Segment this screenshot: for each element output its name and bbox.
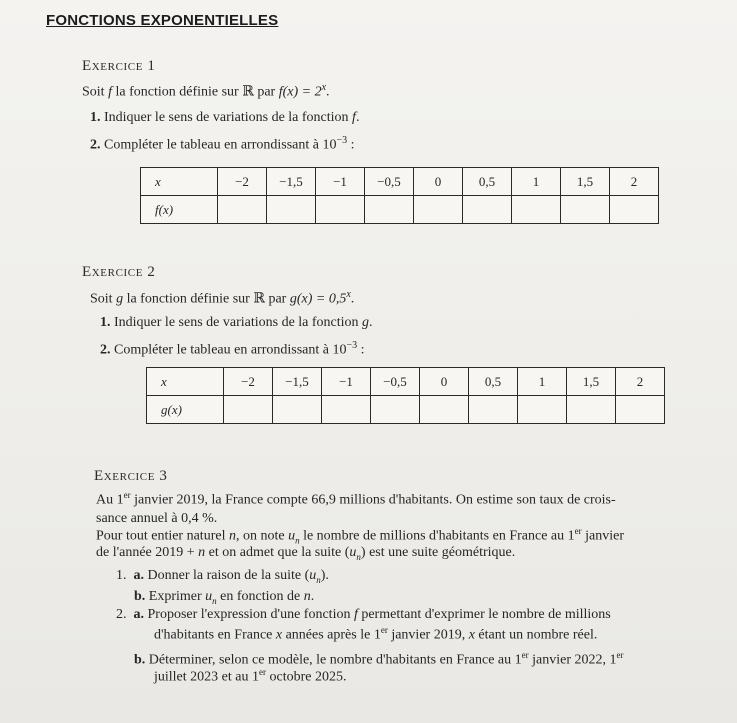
exercise-2-heading: Exercice 2 xyxy=(82,264,156,280)
exercise-3-paragraph-1-line-1: Au 1er janvier 2019, la France compte 66,9 millions d'habitants. On estime son taux de crois- xyxy=(96,490,616,508)
table-x-value: −0,5 xyxy=(371,368,420,396)
table-empty-cell[interactable] xyxy=(469,396,518,424)
table-x-value: −1 xyxy=(322,368,371,396)
page-title: FONCTIONS EXPONENTIELLES xyxy=(46,12,279,29)
table-empty-cell[interactable] xyxy=(420,396,469,424)
table-empty-cell[interactable] xyxy=(610,196,659,224)
table-empty-cell[interactable] xyxy=(322,396,371,424)
exercise-3-question-2b-line-2: juillet 2023 et au 1er octobre 2025. xyxy=(154,667,347,685)
table-x-value: 2 xyxy=(616,368,665,396)
exercise-1-question-2: 2. Compléter le tableau en arrondissant à $10^{-3}$ : xyxy=(90,135,355,153)
table-x-value: 1,5 xyxy=(561,168,610,196)
table-empty-cell[interactable] xyxy=(512,196,561,224)
table-x-value: 0,5 xyxy=(469,368,518,396)
table-empty-cell[interactable] xyxy=(567,396,616,424)
table-empty-cell[interactable] xyxy=(518,396,567,424)
table-x-value: 0 xyxy=(420,368,469,396)
exercise-1-value-table xyxy=(140,167,659,224)
table-header-x: x xyxy=(147,368,224,396)
table-empty-cell[interactable] xyxy=(414,196,463,224)
table-header-x: x xyxy=(141,168,218,196)
exercise-1-heading: Exercice 1 xyxy=(82,58,156,74)
table-x-value: −1,5 xyxy=(273,368,322,396)
exercise-3-question-2a-line-2: d'habitants en France x années après le 1er janvier 2019, x étant un nombre réel. xyxy=(154,625,598,643)
table-empty-cell[interactable] xyxy=(365,196,414,224)
exercise-3-question-1b: b. Exprimer $u_n$ en fonction de n. xyxy=(134,589,315,606)
table-x-value: −2 xyxy=(218,168,267,196)
table-row-x xyxy=(147,368,665,396)
exercise-2-question-1: 1. Indiquer le sens de variations de la fonction g. xyxy=(100,315,373,330)
table-header-gx: g(x) xyxy=(147,396,224,424)
table-x-value: −2 xyxy=(224,368,273,396)
exercise-2-intro: Soit g la fonction définie sur ℝ par $g(x) = 0,5^x$. xyxy=(90,289,355,307)
exercise-3-heading: Exercice 3 xyxy=(94,468,168,484)
table-x-value: 1,5 xyxy=(567,368,616,396)
table-empty-cell[interactable] xyxy=(273,396,322,424)
exercise-2-question-2: 2. Compléter le tableau en arrondissant à $10^{-3}$ : xyxy=(100,340,365,358)
exercise-3-paragraph-1-line-2: sance annuel à 0,4 %. xyxy=(96,511,218,526)
table-x-value: 1 xyxy=(512,168,561,196)
table-row-fx xyxy=(141,196,659,224)
table-x-value: 0 xyxy=(414,168,463,196)
table-empty-cell[interactable] xyxy=(267,196,316,224)
table-row-x xyxy=(141,168,659,196)
exercise-3-question-2b-line-1: b. Déterminer, selon ce modèle, le nombre d'habitants en France au 1er janvier 2022, 1er xyxy=(134,650,624,668)
exercise-3-paragraph-2-line-2: de l'année 2019 + n et on admet que la suite $(u_n)$ est une suite géométrique. xyxy=(96,545,516,562)
table-empty-cell[interactable] xyxy=(316,196,365,224)
table-x-value: −0,5 xyxy=(365,168,414,196)
table-empty-cell[interactable] xyxy=(371,396,420,424)
exercise-3-question-2a-line-1: 2. a. Proposer l'expression d'une fonction f permettant d'exprimer le nombre de millions xyxy=(116,607,611,622)
table-empty-cell[interactable] xyxy=(616,396,665,424)
table-empty-cell[interactable] xyxy=(224,396,273,424)
exercise-2-value-table xyxy=(146,367,665,424)
table-x-value: 2 xyxy=(610,168,659,196)
table-empty-cell[interactable] xyxy=(218,196,267,224)
table-x-value: −1 xyxy=(316,168,365,196)
table-empty-cell[interactable] xyxy=(463,196,512,224)
table-row-gx xyxy=(147,396,665,424)
table-x-value: −1,5 xyxy=(267,168,316,196)
table-header-fx: f(x) xyxy=(141,196,218,224)
exercise-1-question-1: 1. Indiquer le sens de variations de la fonction f. xyxy=(90,110,360,125)
exercise-3-question-1a: 1. a. Donner la raison de la suite $(u_n)$. xyxy=(116,568,329,585)
exercise-1-intro: Soit f la fonction définie sur ℝ par $f(x) = 2^x$. xyxy=(82,82,330,100)
table-x-value: 0,5 xyxy=(463,168,512,196)
exercise-3-paragraph-2-line-1: Pour tout entier naturel n, on note $u_n$ le nombre de millions d'habitants en France au 1er janvier xyxy=(96,526,625,546)
table-x-value: 1 xyxy=(518,368,567,396)
table-empty-cell[interactable] xyxy=(561,196,610,224)
